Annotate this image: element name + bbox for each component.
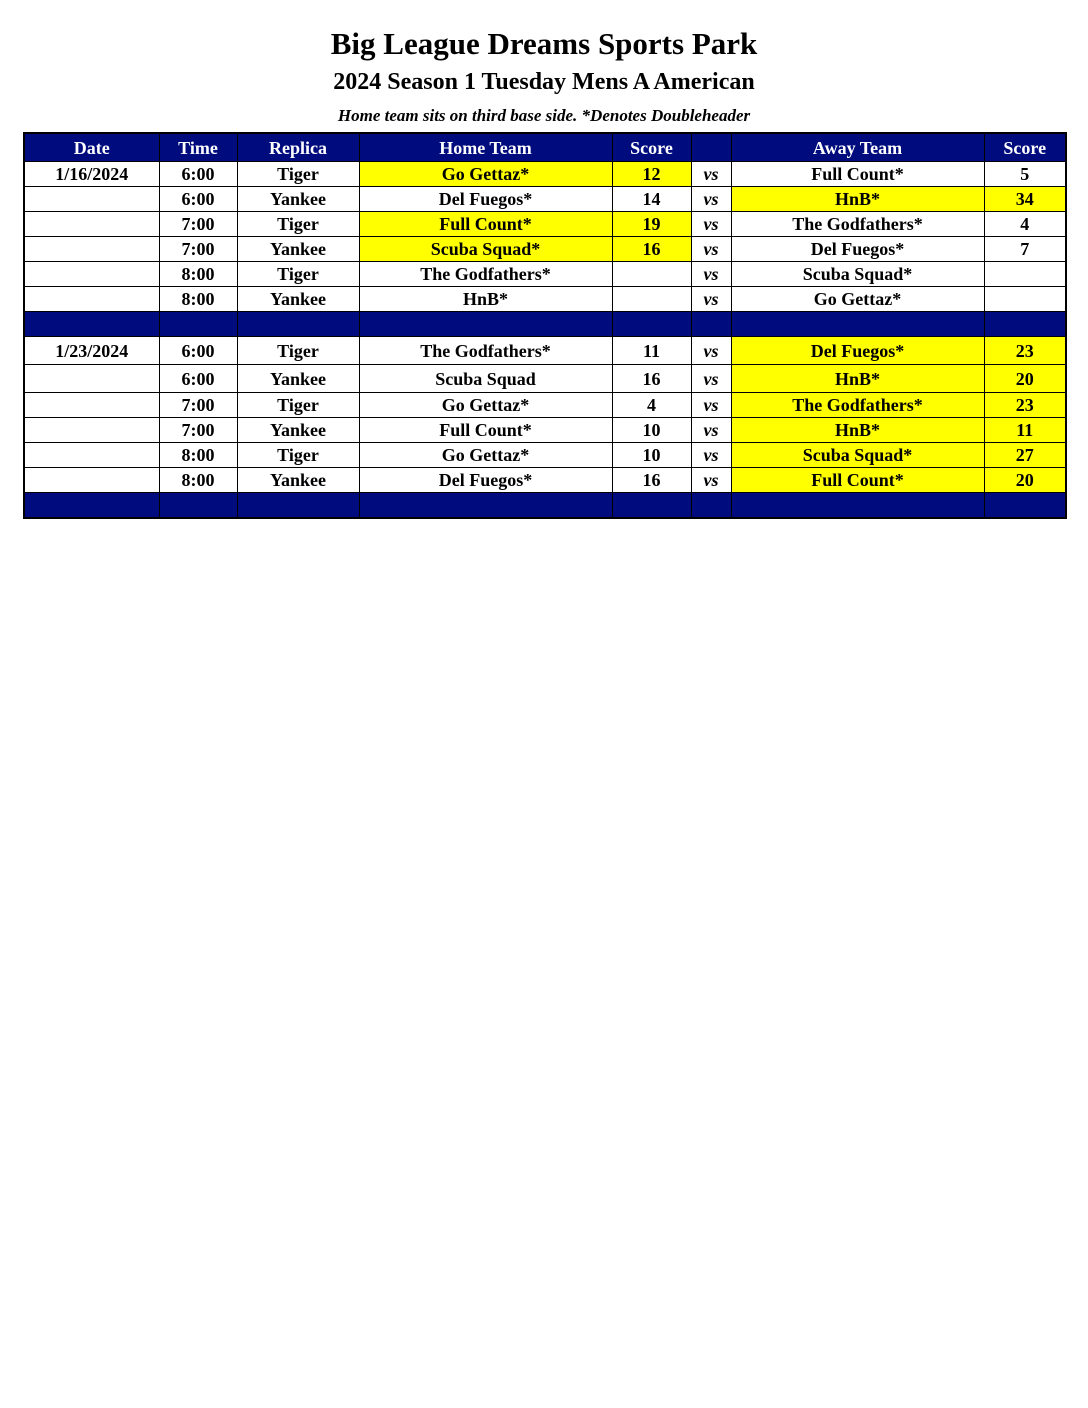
separator-cell	[984, 493, 1066, 519]
home-team: Scuba Squad*	[359, 237, 612, 262]
game-replica: Tiger	[237, 337, 359, 365]
vs-label: vs	[691, 365, 731, 393]
away-team: HnB*	[731, 187, 984, 212]
table-row	[24, 443, 1066, 468]
vs-label: vs	[691, 337, 731, 365]
game-date	[24, 262, 159, 287]
game-time: 6:00	[159, 162, 237, 187]
away-team: Scuba Squad*	[731, 443, 984, 468]
game-replica: Yankee	[237, 187, 359, 212]
home-team: Scuba Squad	[359, 365, 612, 393]
away-score: 34	[984, 187, 1066, 212]
separator-cell	[237, 493, 359, 519]
table-row	[24, 262, 1066, 287]
game-date	[24, 237, 159, 262]
separator-cell	[691, 312, 731, 337]
home-team: Full Count*	[359, 418, 612, 443]
vs-label: vs	[691, 418, 731, 443]
home-score: 10	[612, 418, 691, 443]
away-score	[984, 262, 1066, 287]
vs-label: vs	[691, 187, 731, 212]
home-score: 19	[612, 212, 691, 237]
home-score: 4	[612, 393, 691, 418]
away-team: The Godfathers*	[731, 212, 984, 237]
separator-cell	[359, 312, 612, 337]
separator-cell	[731, 493, 984, 519]
separator-cell	[159, 312, 237, 337]
home-score: 16	[612, 365, 691, 393]
home-score: 10	[612, 443, 691, 468]
game-replica: Yankee	[237, 418, 359, 443]
vs-label: vs	[691, 468, 731, 493]
away-score: 20	[984, 365, 1066, 393]
game-time: 6:00	[159, 365, 237, 393]
game-date	[24, 468, 159, 493]
away-team: Scuba Squad*	[731, 262, 984, 287]
away-team: HnB*	[731, 365, 984, 393]
game-replica: Yankee	[237, 237, 359, 262]
table-row	[24, 468, 1066, 493]
table-row	[24, 212, 1066, 237]
game-date	[24, 365, 159, 393]
table-row	[24, 393, 1066, 418]
schedule-note: Home team sits on third base side. *Denotes Doubleheader	[337, 106, 751, 125]
separator-row	[24, 493, 1066, 519]
game-date: 1/16/2024	[24, 162, 159, 187]
home-team: Del Fuegos*	[359, 468, 612, 493]
col-header-vs	[691, 133, 731, 162]
away-team: Full Count*	[731, 468, 984, 493]
game-time: 8:00	[159, 443, 237, 468]
home-team: Go Gettaz*	[359, 443, 612, 468]
game-time: 8:00	[159, 468, 237, 493]
game-replica: Tiger	[237, 212, 359, 237]
game-replica: Tiger	[237, 162, 359, 187]
game-time: 8:00	[159, 262, 237, 287]
separator-cell	[731, 312, 984, 337]
game-time: 7:00	[159, 393, 237, 418]
home-score: 12	[612, 162, 691, 187]
home-score	[612, 287, 691, 312]
separator-cell	[159, 493, 237, 519]
game-replica: Tiger	[237, 443, 359, 468]
separator-cell	[359, 493, 612, 519]
game-date	[24, 393, 159, 418]
home-team: Full Count*	[359, 212, 612, 237]
col-header-home-score: Score	[612, 133, 691, 162]
col-header-away-team: Away Team	[731, 133, 984, 162]
page-title: Big League Dreams Sports Park	[330, 26, 758, 61]
game-replica: Tiger	[237, 262, 359, 287]
game-date	[24, 187, 159, 212]
home-score	[612, 262, 691, 287]
home-team: Del Fuegos*	[359, 187, 612, 212]
table-row	[24, 162, 1066, 187]
col-header-date: Date	[24, 133, 159, 162]
away-score: 20	[984, 468, 1066, 493]
vs-label: vs	[691, 162, 731, 187]
game-replica: Yankee	[237, 287, 359, 312]
home-team: HnB*	[359, 287, 612, 312]
vs-label: vs	[691, 262, 731, 287]
table-row	[24, 337, 1066, 365]
away-team: Del Fuegos*	[731, 237, 984, 262]
header-row	[24, 133, 1066, 162]
away-score: 7	[984, 237, 1066, 262]
away-team: Go Gettaz*	[731, 287, 984, 312]
vs-label: vs	[691, 393, 731, 418]
schedule-table	[23, 132, 1067, 519]
separator-row	[24, 312, 1066, 337]
game-replica: Tiger	[237, 393, 359, 418]
table-row	[24, 418, 1066, 443]
separator-cell	[24, 493, 159, 519]
game-date: 1/23/2024	[24, 337, 159, 365]
away-team: Full Count*	[731, 162, 984, 187]
separator-cell	[237, 312, 359, 337]
game-date	[24, 287, 159, 312]
vs-label: vs	[691, 212, 731, 237]
home-score: 14	[612, 187, 691, 212]
separator-cell	[24, 312, 159, 337]
game-replica: Yankee	[237, 365, 359, 393]
away-score: 23	[984, 393, 1066, 418]
separator-cell	[984, 312, 1066, 337]
away-score: 23	[984, 337, 1066, 365]
game-time: 6:00	[159, 337, 237, 365]
home-team: Go Gettaz*	[359, 393, 612, 418]
game-time: 8:00	[159, 287, 237, 312]
away-team: The Godfathers*	[731, 393, 984, 418]
table-row	[24, 287, 1066, 312]
table-row	[24, 365, 1066, 393]
game-time: 7:00	[159, 212, 237, 237]
away-score: 4	[984, 212, 1066, 237]
game-replica: Yankee	[237, 468, 359, 493]
separator-cell	[612, 312, 691, 337]
game-date	[24, 418, 159, 443]
vs-label: vs	[691, 287, 731, 312]
table-row	[24, 187, 1066, 212]
home-score: 11	[612, 337, 691, 365]
col-header-time: Time	[159, 133, 237, 162]
home-score: 16	[612, 468, 691, 493]
game-date	[24, 443, 159, 468]
home-team: The Godfathers*	[359, 262, 612, 287]
game-time: 7:00	[159, 418, 237, 443]
away-score: 27	[984, 443, 1066, 468]
page-subtitle: 2024 Season 1 Tuesday Mens A American	[333, 69, 755, 95]
away-score: 5	[984, 162, 1066, 187]
game-date	[24, 212, 159, 237]
away-score: 11	[984, 418, 1066, 443]
separator-cell	[612, 493, 691, 519]
home-team: The Godfathers*	[359, 337, 612, 365]
table-row	[24, 237, 1066, 262]
col-header-away-score: Score	[984, 133, 1066, 162]
separator-cell	[691, 493, 731, 519]
game-time: 7:00	[159, 237, 237, 262]
col-header-replica: Replica	[237, 133, 359, 162]
away-team: HnB*	[731, 418, 984, 443]
away-score	[984, 287, 1066, 312]
vs-label: vs	[691, 237, 731, 262]
vs-label: vs	[691, 443, 731, 468]
home-score: 16	[612, 237, 691, 262]
game-time: 6:00	[159, 187, 237, 212]
away-team: Del Fuegos*	[731, 337, 984, 365]
col-header-home-team: Home Team	[359, 133, 612, 162]
home-team: Go Gettaz*	[359, 162, 612, 187]
